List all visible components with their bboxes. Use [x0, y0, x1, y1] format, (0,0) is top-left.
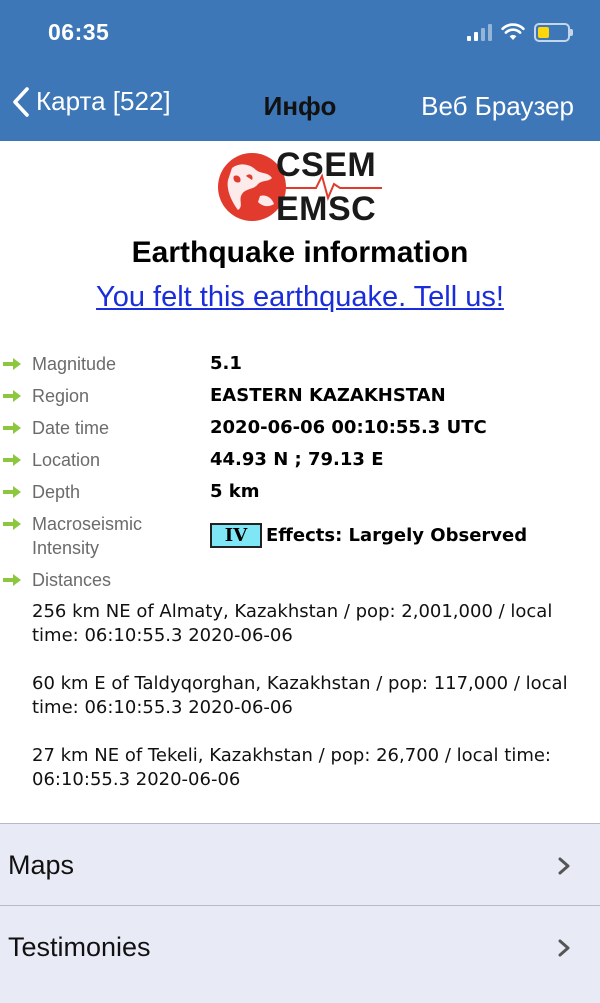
green-arrow-icon	[3, 518, 21, 530]
magnitude-label: Magnitude	[32, 354, 117, 374]
datetime-label: Date time	[32, 418, 110, 438]
green-arrow-icon	[3, 574, 21, 586]
status-icons	[467, 20, 570, 44]
battery-icon	[534, 23, 570, 42]
menu-item-testimonies[interactable]	[0, 905, 600, 1003]
green-arrow-icon	[3, 390, 21, 402]
chevron-right-icon	[558, 939, 570, 957]
location-label: Location	[32, 450, 101, 470]
menu-item-maps[interactable]	[0, 823, 600, 905]
distance-line: 06:10:55.3 2020-06-06	[32, 769, 241, 790]
intensity-value	[210, 523, 527, 548]
logo-text-csem: CSEM	[276, 146, 377, 184]
felt-earthquake-link[interactable]: You felt this earthquake. Tell us!	[96, 281, 504, 313]
distance-entry	[32, 744, 572, 792]
distance-line: time: 06:10:55.3 2020-06-06	[32, 697, 293, 718]
green-arrow-icon	[3, 486, 21, 498]
back-button-label: Карта [522]	[36, 86, 171, 116]
region-value: EASTERN KAZAKHSTAN	[210, 385, 446, 406]
intensity-effects: Effects: Largely Observed	[266, 524, 528, 546]
region-label: Region	[32, 386, 90, 406]
page-title: Инфо	[263, 91, 337, 121]
distances-label: Distances	[32, 570, 112, 590]
distance-line: 27 km NE of Tekeli, Kazakhstan / pop: 26,700 / local time:	[32, 745, 551, 766]
wifi-icon	[501, 23, 525, 41]
green-arrow-icon	[3, 422, 21, 434]
back-button[interactable]	[12, 86, 171, 117]
distance-line: 256 km NE of Almaty, Kazakhstan / pop: 2,001,000 / local	[32, 601, 553, 622]
depth-value: 5 km	[210, 481, 260, 502]
distance-line: 60 km E of Taldyqorghan, Kazakhstan / pop: 117,000 / local	[32, 673, 568, 694]
chevron-left-icon	[12, 87, 30, 117]
status-time: 06:35	[48, 19, 110, 45]
earthquake-info-heading: Earthquake information	[131, 236, 469, 269]
navigation-bar	[0, 0, 600, 141]
logo-text-emsc: EMSC	[276, 190, 377, 228]
intensity-badge: IV	[210, 523, 262, 548]
intensity-label-line1: Macroseismic	[32, 514, 143, 534]
location-value: 44.93 N ; 79.13 E	[210, 449, 384, 470]
csem-emsc-logo	[216, 146, 384, 228]
distance-line: time: 06:10:55.3 2020-06-06	[32, 625, 293, 646]
distance-entry	[32, 672, 572, 720]
web-browser-button[interactable]: Веб Браузер	[421, 91, 574, 121]
green-arrow-icon	[3, 358, 21, 370]
menu-item-label: Maps	[8, 850, 75, 880]
menu-item-label: Testimonies	[8, 932, 151, 962]
distance-entry	[32, 600, 572, 648]
intensity-label-line2: Intensity	[32, 538, 100, 558]
chevron-right-icon	[558, 857, 570, 875]
datetime-value: 2020-06-06 00:10:55.3 UTC	[210, 417, 487, 438]
depth-label: Depth	[32, 482, 81, 502]
cellular-signal-icon	[467, 23, 492, 41]
green-arrow-icon	[3, 454, 21, 466]
magnitude-value: 5.1	[210, 353, 242, 374]
